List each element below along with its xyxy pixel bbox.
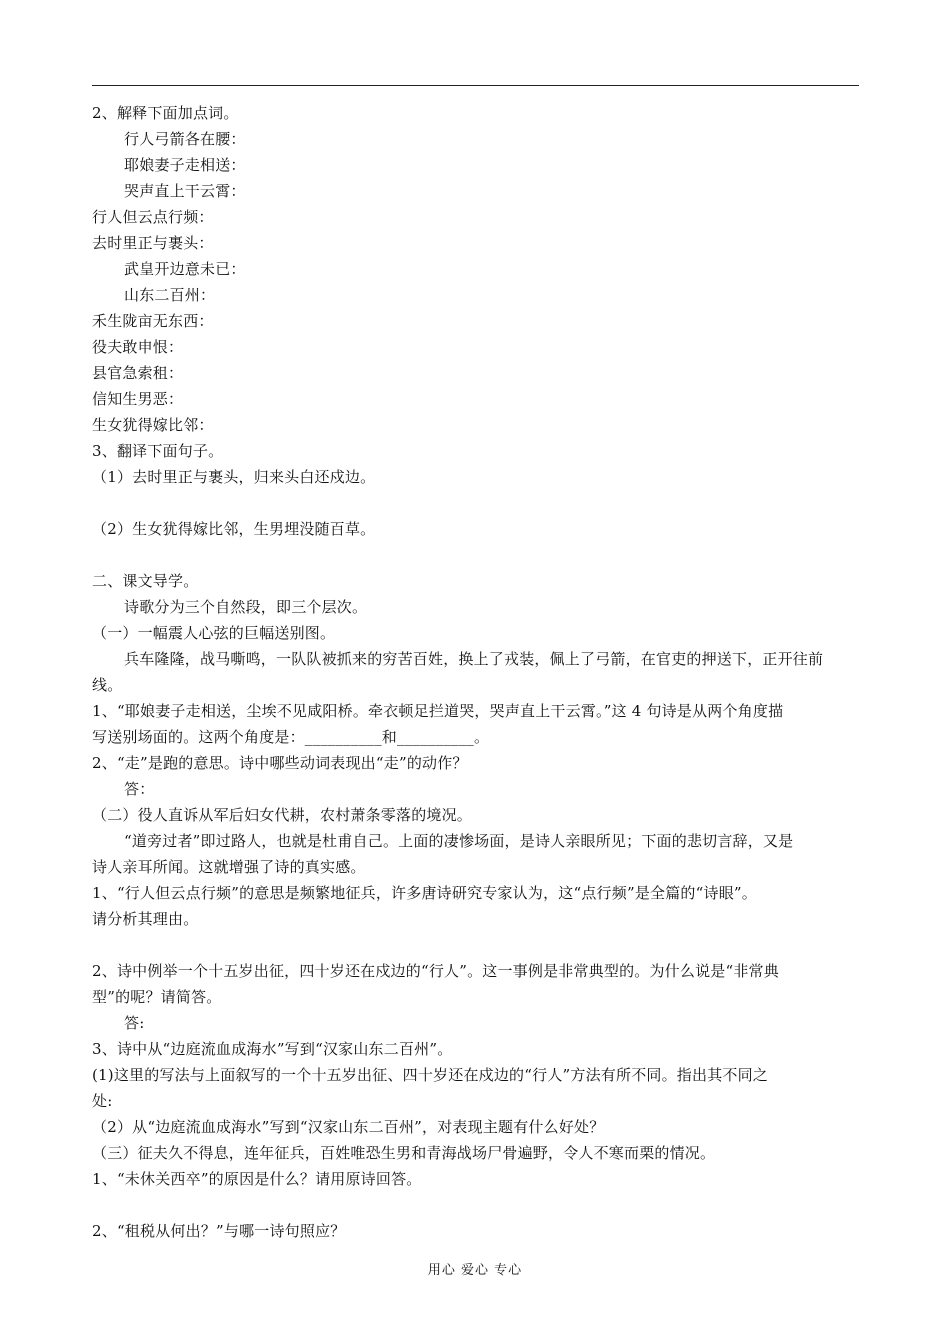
part-1-paragraph: 兵车隆隆，战马嘶鸣，一队队被抓来的穷苦百姓，换上了戎装，佩上了弓箭，在官吏的押送下，正开往前 xyxy=(124,650,824,668)
part-3-question-1: 1、“未休关西卒”的原因是什么？请用原诗回答。 xyxy=(92,1170,422,1188)
q2-item: 行人但云点行频： xyxy=(92,208,214,226)
q2-item: 行人弓箭各在腰： xyxy=(124,130,246,148)
q2-item: 信知生男恶： xyxy=(92,390,184,408)
part-2-answer-label: 答: xyxy=(124,1014,145,1032)
part-2-question-3-sub-1: (1)这里的写法与上面叙写的一个十五岁出征、四十岁还在戍边的“行人”方法有所不同。指出其不同之 xyxy=(92,1066,768,1084)
part-2-question-3-sub-1-cont: 处: xyxy=(92,1092,113,1110)
q2-item: 山东二百州： xyxy=(124,286,216,304)
q2-item: 役夫敢申恨： xyxy=(92,338,184,356)
section-2-title: 二、课文导学。 xyxy=(92,572,199,590)
part-2-paragraph-cont: 诗人亲耳所闻。这就增强了诗的真实感。 xyxy=(92,858,366,876)
part-2-paragraph: “道旁过者”即过路人，也就是杜甫自己。上面的凄惨场面，是诗人亲眼所见；下面的悲切言辞，又是 xyxy=(124,832,794,850)
part-2-question-2: 2、诗中例举一个十五岁出征，四十岁还在戍边的“行人”。这一事例是非常典型的。为什么说是“非常典 xyxy=(92,962,779,980)
part-1-answer-label: 答： xyxy=(124,780,155,798)
part-1-heading: （一）一幅震人心弦的巨幅送别图。 xyxy=(92,624,336,642)
part-1-paragraph-cont: 线。 xyxy=(92,676,123,694)
q2-item: 去时里正与裹头： xyxy=(92,234,214,252)
part-2-question-1: 1、“行人但云点行频”的意思是频繁地征兵，许多唐诗研究专家认为，这“点行频”是全篇的“诗眼”。 xyxy=(92,884,757,902)
part-1-question-2: 2、“走”是跑的意思。诗中哪些动词表现出“走”的动作？ xyxy=(92,754,468,772)
q2-item: 禾生陇亩无东西： xyxy=(92,312,214,330)
part-2-question-3: 3、诗中从“边庭流血成海水”写到“汉家山东二百州”。 xyxy=(92,1040,453,1058)
section-2-intro: 诗歌分为三个自然段，即三个层次。 xyxy=(124,598,368,616)
q2-item: 耶娘妻子走相送： xyxy=(124,156,246,174)
part-2-question-1-cont: 请分析其理由。 xyxy=(92,910,199,928)
q2-item: 县官急索租： xyxy=(92,364,184,382)
question-2-title: 2、解释下面加点词。 xyxy=(92,104,239,122)
question-3-title: 3、翻译下面句子。 xyxy=(92,442,224,460)
page-footer: 用心 爱心 专心 xyxy=(427,1263,523,1278)
header-rule xyxy=(92,85,859,86)
q2-item: 生女犹得嫁比邻： xyxy=(92,416,214,434)
part-2-question-2-cont: 型”的呢？请简答。 xyxy=(92,988,222,1006)
q3-item: （1）去时里正与裹头，归来头白还戍边。 xyxy=(92,468,376,486)
part-3-question-2: 2、“租税从何出？”与哪一诗句照应？ xyxy=(92,1222,346,1240)
q3-item: （2）生女犹得嫁比邻，生男埋没随百草。 xyxy=(92,520,376,538)
part-2-heading: （二）役人直诉从军后妇女代耕，农村萧条零落的境况。 xyxy=(92,806,473,824)
part-2-question-3-sub-2: （2）从“边庭流血成海水”写到“汉家山东二百州”，对表现主题有什么好处？ xyxy=(92,1118,605,1136)
q2-item: 武皇开边意未已： xyxy=(124,260,246,278)
part-1-question-1: 1、“耶娘妻子走相送，尘埃不见咸阳桥。牵衣顿足拦道哭，哭声直上干云霄。”这 4 句诗是从两个角度描 xyxy=(92,702,784,720)
q2-item: 哭声直上干云霄： xyxy=(124,182,246,200)
part-3-heading: （三）征夫久不得息，连年征兵，百姓唯恐生男和青海战场尸骨遍野，令人不寒而栗的情况。 xyxy=(92,1144,716,1162)
part-1-question-1-cont: 写送别场面的。这两个角度是：__________和__________。 xyxy=(92,728,490,746)
